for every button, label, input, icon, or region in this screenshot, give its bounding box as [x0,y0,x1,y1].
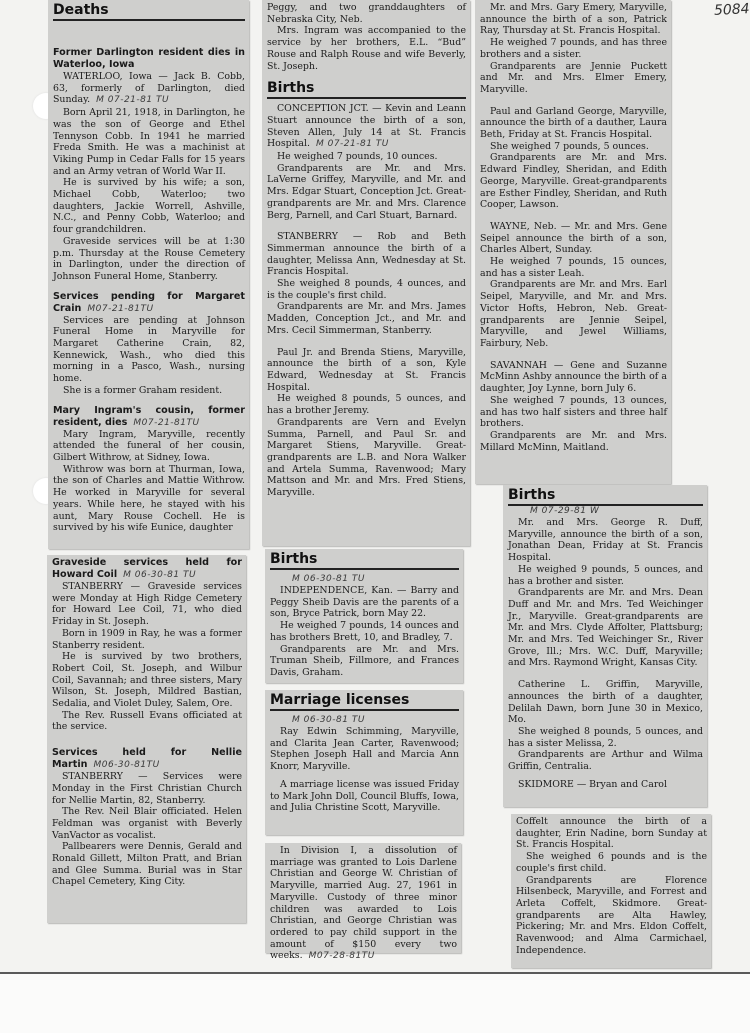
blank-sheet-area [0,974,750,1033]
birth-paragraph: She weighed 8 pounds, 4 ounces, and is the couple's first child. [267,278,466,301]
clipping-deaths [48,0,249,549]
article-paragraph: STANBERRY — Graveside services were Monday at High Ridge Cemetery for Howard Lee Coil, 71, who died Friday in St. Joseph. [52,581,242,628]
birth-paragraph: She weighed 7 pounds, 5 ounces. [490,140,649,152]
handwritten-annotation: M06-30-81TU [93,760,160,771]
article-paragraph: Services are pending at Johnson Funeral Home in Maryville for Margaret Catherine Crain, 82, Kennewick, Wash., who died this morning in a Pasco, Wash., nursing home. [53,314,245,385]
birth-paragraph: He weighed 7 pounds, 14 ounces and has brothers Brett, 10, and Bradley, 7. [270,620,459,643]
marriage-paragraph: A marriage license was issued Friday to Mark John Doll, Council Bluffs, Iowa, and Julia Christine Scott, Maryville. [270,778,459,814]
birth-paragraph: Coffelt announce the birth of a daughter, Erin Nadine, born Sunday at St. Francis Hospital. [516,816,707,851]
birth-paragraph: SAVANNAH — Gene and Suzanne McMinn Ashby announce the birth of a daughter, Joy Lynne, born July 6. [480,359,667,395]
section-title-births: Births [267,80,466,99]
article-paragraph: She is a former Graham resident. [63,384,223,396]
article-paragraph: He is survived by his wife; a son, Michael Cobb, Waterloo; two daughters, Jackie Worrell, Ashville, N.C., and Penny Cobb, Waterloo; and four grandchildren. [53,177,245,236]
birth-paragraph: She weighed 7 pounds, 13 ounces, and has two half sisters and three half brothers. [480,394,667,430]
birth-paragraph: CONCEPTION JCT. — Kevin and Leann Stuart announce the birth of a son, Steven Allen, July 14 at St. Francis Hospital. M 07-21-81 TU [267,103,466,150]
page-number: 5084 [713,1,750,19]
birth-paragraph: He weighed 7 pounds, and has three brothers and a sister. [480,37,667,60]
handwritten-annotation: M07-21-81TU [133,417,200,428]
section-title-births: Births [270,551,459,570]
clipping-births-independence [265,549,463,683]
birth-paragraph: He weighed 7 pounds, 15 ounces, and has a sister Leah. [480,256,667,279]
handwritten-annotation: M 06-30-81 TU [123,570,197,580]
article-paragraph: Mrs. Ingram was accompanied to the service by her brothers, E.L. “Bud” Rouse and Ralph Rouse and wife Beverly, St. Joseph. [267,25,466,72]
article-paragraph: He is survived by two brothers, Robert Coil, St. Joseph, and Wilbur Coil, Savannah; and three sisters, Mary Wilson, St. Joseph, Mildred Bastian, Sedalia, and Violet Duley, Salem, Ore. [52,651,242,710]
handwritten-annotation: M07-28-81TU [308,951,375,962]
clipping-dissolution [265,843,461,962]
headline: Services pending for Margaret Crain M07-21-81TU [53,290,245,314]
handwritten-annotation: M 06-30-81 TU [292,574,365,584]
birth-paragraph: Grandparents are Arthur and Wilma Griffin, Centralia. [508,749,703,773]
birth-paragraph: She weighed 8 pounds, 5 ounces, and has a sister Melissa, 2. [508,725,703,749]
birth-paragraph: Grandparents are Mr. and Mrs. Dean Duff and Mr. and Mrs. Ted Weichinger Jr., Maryville. Great-grandparents are Mr. and Mrs. Clyde Affolter, Plattsburg; Mr. and Mrs. Ted Weichinger Sr., River Grove, Ill.; Mrs. W.C. Duff, Maryville; and Mrs. Raymond Wright, Kansas City. [508,587,703,669]
article-paragraph: WATERLOO, Iowa — Jack B. Cobb, 63, formerly of Darlington, died Sunday. M 07-21-81 TU [53,71,245,106]
birth-paragraph: He weighed 7 pounds, 10 ounces. [277,151,438,163]
birth-paragraph: WAYNE, Neb. — Mr. and Mrs. Gene Seipel announce the birth of a son, Charles Albert, Sunday. [480,220,667,256]
birth-paragraph: Grandparents are Mr. and Mrs. LaVerne Griffey, Maryville, and Mr. and Mrs. Edgar Stuart, Conception Jct. Great-grandparents are Mr. and Mrs. Clarence Berg, Parnell, and Carl Stuart, Barnard. [267,162,466,221]
article-paragraph: Peggy, and two granddaughters of Nebraska City, Neb. [267,2,466,25]
handwritten-annotation: M07-21-81TU [87,303,154,314]
article-paragraph: The Rev. Russell Evans officiated at the service. [52,709,242,733]
handwritten-annotation: M 07-29-81 W [530,506,600,516]
dissolution-paragraph: In Division I, a dissolution of marriage was granted to Lois Darlene Christian and George W. Christian of Maryville, married Aug. 27, 1961 in Maryville. Custody of three minor children was awarded to Lois Christian, and George Christian was ordered to pay child support in the amount of $150 every two weeks. M07-28-81TU [270,845,457,962]
article-paragraph: Withrow was born at Thurman, Iowa, the son of Charles and Mattie Withrow. He worked in Maryville for several years. While here, he stayed with his aunt, Mary Rouse Cochell. He is survived by his wife Eunice, daughter [53,463,245,534]
birth-paragraph: Grandparents are Vern and Evelyn Summa, Parnell, and Paul Sr. and Margaret Stiens, Maryville. Great-grandparents are L.B. and Nora Walker and Artela Summa, Ravenwood; Mary Mattson and Mr. and Mrs. Fred Stiens, Maryville. [267,416,466,499]
article-paragraph: The Rev. Neil Blair officiated. Helen Feldman was organist with Beverly VanVactor as vocalist. [52,806,242,841]
marriage-paragraph: Ray Edwin Schimming, Maryville, and Clarita Jean Carter, Ravenwood; Stephen Joseph Hall and Marcia Ann Knorr, Maryville. [270,726,459,773]
handwritten-annotation: M 07-21-81 TU [96,95,170,106]
clipping-funeral-services [47,555,246,923]
headline: Former Darlington resident dies in Waterloo, Iowa [53,47,245,70]
birth-paragraph: Mr. and Mrs. George R. Duff, Maryville, announce the birth of a son, Jonathan Dean, Friday at St. Francis Hospital. [508,517,703,564]
clipping-births-duff [503,485,707,807]
birth-paragraph: He weighed 8 pounds, 5 ounces, and has a brother Jeremy. [267,393,466,417]
birth-paragraph: SKIDMORE — Bryan and Carol [518,778,667,790]
article-paragraph: Born in 1909 in Ray, he was a former Stanberry resident. [52,627,242,651]
article-paragraph: Graveside services will be at 1:30 p.m. Thursday at the Rouse Cemetery in Darlington, under the direction of Johnson Funeral Home, Stanberry. [53,235,245,282]
birth-paragraph: Grandparents are Florence Hilsenbeck, Maryville, and Forrest and Arleta Coffelt, Skidmore. Great-grandparents are Alta Hawley, Pickering; Mr. and Mrs. Eldon Coffelt, Ravenwood; and Alma Carmichael, Independence. [516,874,707,956]
birth-paragraph: Grandparents are Mr. and Mrs. Truman Sheib, Fillmore, and Frances Davis, Graham. [270,643,459,678]
birth-paragraph: STANBERRY — Rob and Beth Simmerman announce the birth of a daughter, Melissa Ann, Wednesday at St. Francis Hospital. [267,231,466,278]
birth-paragraph: Catherine L. Griffin, Maryville, announces the birth of a daughter, Delilah Dawn, born June 30 in Mexico, Mo. [508,679,703,726]
section-title-marriage-licenses: Marriage licenses [270,692,459,711]
birth-paragraph: INDEPENDENCE, Kan. — Barry and Peggy Sheib Davis are the parents of a son, Bryce Patrick, born May 22. [270,585,459,620]
clipping-births-skidmore [511,814,711,968]
birth-paragraph: Paul Jr. and Brenda Stiens, Maryville, announce the birth of a son, Kyle Edward, Wednesday at St. Francis Hospital. [267,346,466,393]
article-paragraph: Mary Ingram, Maryville, recently attended the funeral of her cousin, Gilbert Withrow, at Sidney, Iowa. [53,428,245,463]
birth-paragraph: She weighed 6 pounds and is the couple's first child. [516,851,707,874]
birth-paragraph: Mr. and Mrs. Gary Emery, Maryville, announce the birth of a son, Patrick Ray, Thursday at St. Francis Hospital. [480,2,667,37]
birth-paragraph: Grandparents are Mr. and Mrs. Millard McMinn, Maitland. [480,429,667,453]
headline: Services held for Nellie Martin M06-30-81TU [52,747,242,771]
birth-paragraph: Grandparents are Mr. and Mrs. James Madden, Conception Jct., and Mr. and Mrs. Cecil Simmerman, Stanberry. [267,301,466,336]
article-paragraph: STANBERRY — Services were Monday in the First Christian Church for Nellie Martin, 82, Stanberry. [52,771,242,806]
birth-paragraph: Grandparents are Mr. and Mrs. Edward Findley, Sheridan, and Edith George, Maryville. Great-grandparents are Esther Findley, Sheridan, and Ruth Cooper, Lawson. [480,152,667,211]
section-title-deaths: Deaths [53,2,245,21]
article-paragraph: Pallbearers were Dennis, Gerald and Ronald Gillett, Milton Pratt, and Brian and Glee Summa. Burial was in Star Chapel Cemetery, King City. [52,841,242,888]
birth-paragraph: Paul and Garland George, Maryville, announce the birth of a dauther, Laura Beth, Friday at St. Francis Hospital. [480,105,667,141]
headline: Graveside services held for Howard Coil M 06-30-81 TU [52,557,242,580]
clipping-births-right [475,0,671,484]
headline: Mary Ingram's cousin, former resident, dies M07-21-81TU [53,404,245,428]
handwritten-annotation: M 07-21-81 TU [315,139,389,150]
section-title-births: Births [508,487,703,506]
handwritten-annotation: M 06-30-81 TU [292,715,365,725]
birth-paragraph: He weighed 9 pounds, 5 ounces, and has a brother and sister. [508,563,703,587]
clipping-marriage-licenses [265,690,463,835]
clipping-births-middle [262,0,470,546]
birth-paragraph: Grandparents are Mr. and Mrs. Earl Seipel, Maryville, and Mr. and Mrs. Victor Hofts, Hebron, Neb. Great-grandparents are Jennie Seipel, Maryville, and Jewel Williams, Fairbury, Neb. [480,279,667,349]
birth-paragraph: Grandparents are Jennie Puckett and Mr. and Mrs. Elmer Emery, Maryville. [480,60,667,95]
article-paragraph: Born April 21, 1918, in Darlington, he was the son of George and Ethel Tennyson Cobb. In 1941 he married Freda Smith. He was a machinist at Viking Pump in Cedar Falls for 15 years and an Army vetran of World War II. [53,107,245,177]
